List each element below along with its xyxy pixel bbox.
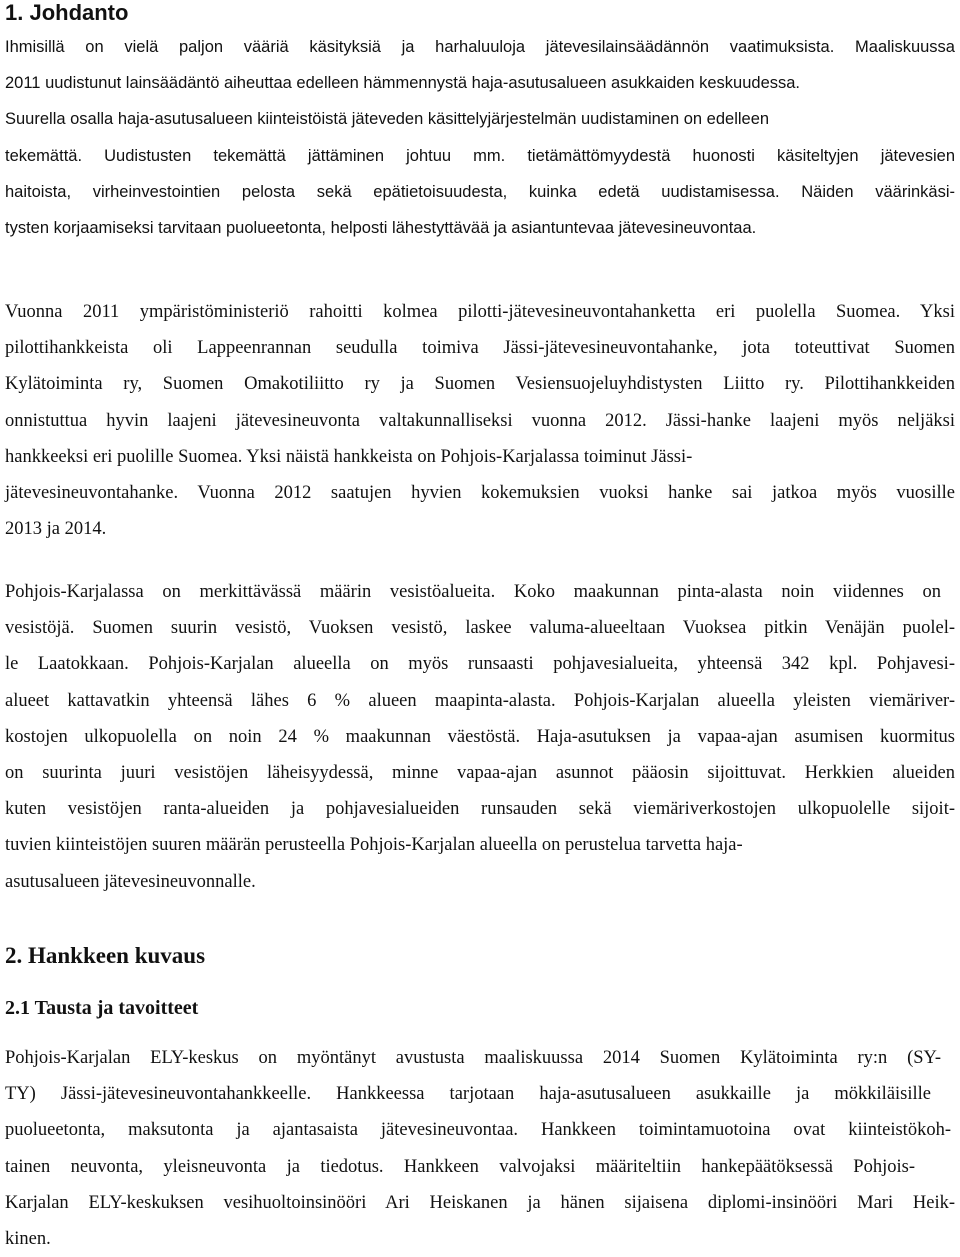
text-line: haitoista, virheinvestointien pelosta sekä epätietoisuudesta, kuinka edetä uudistamisessa. Näiden väärinkäsi- [5, 182, 955, 201]
intro-paragraph-2 [5, 294, 955, 547]
text-line: 2011 uudistunut lainsäädäntö aiheuttaa edelleen hämmennystä haja-asutusalueen asukkaiden keskuudessa. [5, 74, 801, 93]
text-line: Suurella osalla haja-asutusalueen kiinteistöistä jäteveden käsittelyjärjestelmän uudistaminen on edelleen [5, 110, 770, 129]
text-line: Pohjois-Karjalassa on merkittävässä määrin vesistöalueita. Koko maakunnan pinta-alasta noin viidennes on [5, 582, 941, 602]
text-line: pilottihankkeista oli Lappeenrannan seudulla toimiva Jässi-jätevesineuvontahanke, jota toteuttivat Suomen [5, 338, 955, 359]
text-line: Pohjois-Karjalan ELY-keskus on myöntänyt avustusta maaliskuussa 2014 Suomen Kylätoiminta ry:n (SY- [5, 1048, 941, 1068]
project-paragraph-1 [5, 1040, 955, 1257]
text-line: asutusalueen jätevesineuvonnalle. [5, 871, 256, 892]
text-line: on suurinta juuri vesistöjen läheisyydessä, minne vapaa-ajan asunnot pääosin sijoittuvat. Herkkien alueiden [5, 763, 955, 784]
text-line: tekemättä. Uudistusten tekemättä jättäminen johtuu mm. tietämättömyydestä huonosti käsiteltyjen jätevesien [5, 146, 955, 165]
subsection-heading-tausta: 2.1 Tausta ja tavoitteet [5, 997, 199, 1019]
text-line: kostojen ulkopuolella on noin 24 % maakunnan väestöstä. Haja-asutuksen ja vapaa-ajan asumisen kuormitus [5, 726, 955, 747]
section-heading-johdanto: 1. Johdanto [5, 0, 129, 25]
text-line: tainen neuvonta, yleisneuvonta ja tiedotus. Hankkeen valvojaksi määriteltiin hankepäätöksessä Pohjois- [5, 1156, 915, 1177]
text-line: Vuonna 2011 ympäristöministeriö rahoitti kolmea pilotti-jätevesineuvontahanketta eri puolella Suomea. Yksi [5, 302, 955, 322]
text-line: tuvien kiinteistöjen suuren määrän perusteella Pohjois-Karjalan alueella on perustelua tarvetta haja- [5, 835, 743, 856]
text-line: vesistöjä. Suomen suurin vesistö, Vuoksen vesistö, laskee valuma-alueeltaan Vuoksea pitkin Venäjän puolel- [5, 618, 955, 639]
text-line: jätevesineuvontahanke. Vuonna 2012 saatujen hyvien kokemuksien vuoksi hanke sai jatkoa myös vuosille [5, 483, 955, 504]
text-line: hankkeeksi eri puolille Suomea. Yksi näistä hankkeista on Pohjois-Karjalassa toiminut Jässi- [5, 446, 693, 467]
text-line: Karjalan ELY-keskuksen vesihuoltoinsinööri Ari Heiskanen ja hänen sijaisena diplomi-insinööri Mari Heik- [5, 1192, 955, 1213]
text-line: alueet kattavatkin yhteensä lähes 6 % alueen maapinta-alasta. Pohjois-Karjalan alueella yleisten viemäriver- [5, 690, 955, 711]
text-line: tysten korjaamiseksi tarvitaan puolueetonta, helposti lähestyttävää ja asiantuntevaa jätevesineuvontaa. [5, 219, 757, 238]
text-line: Ihmisillä on vielä paljon vääriä käsityksiä ja harhaluuloja jätevesilainsäädännön vaatimuksista. Maaliskuussa [5, 38, 955, 56]
text-line: puolueetonta, maksutonta ja ajantasaista jätevesineuvontaa. Hankkeen toimintamuotoina ovat kiinteistökoh- [5, 1120, 951, 1141]
intro-paragraph-3 [5, 574, 955, 900]
text-line: 2013 ja 2014. [5, 519, 107, 540]
text-line: TY) Jässi-jätevesineuvontahankkeelle. Hankkeessa tarjotaan haja-asutusalueen asukkaille ja mökkiläisille [5, 1084, 931, 1105]
text-line: le Laatokkaan. Pohjois-Karjalan alueella on myös runsaasti pohjavesialueita, yhteensä 342 kpl. Pohjavesi- [5, 654, 955, 675]
text-line: onnistuttua hyvin laajeni jätevesineuvonta valtakunnalliseksi vuonna 2012. Jässi-hanke laajeni myös neljäksi [5, 410, 955, 431]
text-line: kinen. [5, 1229, 51, 1250]
text-line: kuten vesistöjen ranta-alueiden ja pohjavesialueiden runsauden sekä viemäriverkostojen ulkopuolelle sijoit- [5, 799, 955, 820]
intro-paragraph-1 [5, 29, 955, 246]
section-heading-hankkeen-kuvaus: 2. Hankkeen kuvaus [5, 943, 206, 968]
text-line: Kylätoiminta ry, Suomen Omakotiliitto ry ja Suomen Vesiensuojeluyhdistysten Liitto ry. Pilottihankkeiden [5, 374, 955, 395]
